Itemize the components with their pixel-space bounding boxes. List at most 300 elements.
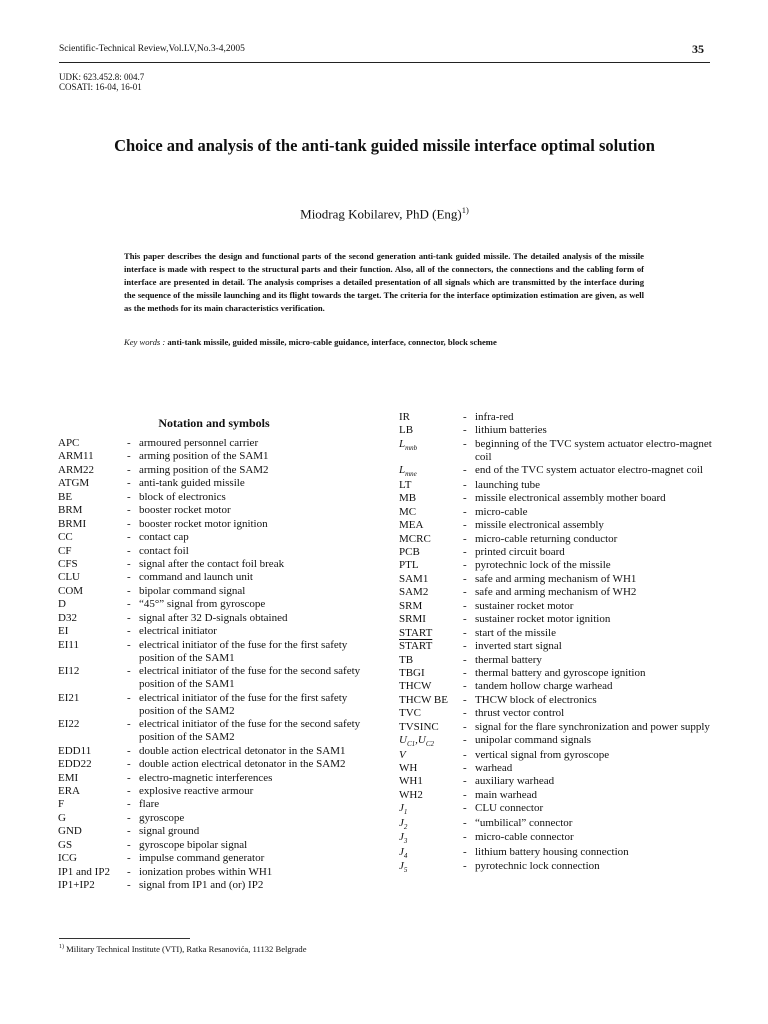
notation-dash: - xyxy=(127,598,131,611)
notation-entry xyxy=(399,438,719,464)
notation-entry xyxy=(58,785,378,798)
notation-definition: booster rocket motor ignition xyxy=(139,517,268,530)
notation-term xyxy=(58,491,127,504)
notation-definition: “45°” signal from gyroscope xyxy=(139,598,266,611)
notation-entry xyxy=(399,464,719,478)
udk-code: UDK: 623.452.8: 004.7 xyxy=(59,72,145,82)
notation-entry xyxy=(58,545,378,558)
notation-dash: - xyxy=(127,450,131,463)
notation-dash: - xyxy=(463,680,467,693)
notation-definition: gyroscope xyxy=(139,811,185,824)
notation-term-text: THCW xyxy=(399,680,432,693)
notation-dash: - xyxy=(463,775,467,788)
notation-entry xyxy=(399,613,719,626)
notation-dash: - xyxy=(463,478,467,491)
journal-header: Scientific-Technical Review,Vol.LV,No.3-4,2005 xyxy=(59,44,245,54)
notation-term-text: ATGM xyxy=(58,477,90,490)
notation-dash: - xyxy=(127,838,131,851)
notation-dash: - xyxy=(463,748,467,761)
notation-entry xyxy=(58,758,378,771)
notation-definition: tandem hollow charge warhead xyxy=(475,680,613,693)
notation-term-text: MC xyxy=(399,505,417,518)
notation-entry xyxy=(399,600,719,613)
notation-dash: - xyxy=(463,693,467,706)
notation-dash: - xyxy=(463,411,467,423)
notation-entry xyxy=(399,586,719,599)
notation-entry xyxy=(399,492,719,505)
notation-entry xyxy=(399,533,719,546)
notation-term xyxy=(399,831,463,845)
notation-entry xyxy=(58,665,378,691)
notation-definition: infra-red xyxy=(475,411,514,423)
notation-entry xyxy=(58,437,378,450)
notation-entry xyxy=(58,625,378,638)
notation-term-text: WH2 xyxy=(399,788,423,801)
notation-term-text: MB xyxy=(399,492,417,505)
notation-term xyxy=(399,613,463,626)
notation-dash: - xyxy=(463,437,467,450)
notation-definition: signal for the flare synchronization and power supply xyxy=(475,720,710,733)
notation-dash: - xyxy=(127,718,131,731)
page-number: 35 xyxy=(692,42,704,56)
notation-dash: - xyxy=(463,845,467,858)
notation-entry xyxy=(58,639,378,665)
notation-term-text: SAM2 xyxy=(399,586,429,599)
notation-definition: signal after 32 D-signals obtained xyxy=(139,611,288,624)
notation-term-text: SRM xyxy=(399,599,423,612)
notation-term xyxy=(399,749,463,762)
notation-entry xyxy=(399,817,719,831)
notation-term xyxy=(58,450,127,463)
notation-term-text: SAM1 xyxy=(399,572,429,585)
notation-term-text: TB xyxy=(399,653,414,666)
notation-term-text: G xyxy=(58,811,66,824)
notation-dash: - xyxy=(463,586,467,599)
notation-term-text: EI11 xyxy=(58,638,79,651)
notation-dash: - xyxy=(127,625,131,638)
notation-definition: electrical initiator xyxy=(139,625,217,638)
notation-term-subscript: mne xyxy=(405,470,417,479)
notation-definition: impulse command generator xyxy=(139,852,265,865)
notation-entry xyxy=(399,721,719,734)
notation-term-text: TVC xyxy=(399,707,421,720)
notation-dash: - xyxy=(127,437,131,449)
notation-definition: booster rocket motor xyxy=(139,504,231,517)
notation-definition: inverted start signal xyxy=(475,640,562,653)
notation-term-subscript: 2 xyxy=(403,822,408,831)
notation-definition: contact cap xyxy=(139,531,189,544)
notation-term-text: ICG xyxy=(58,852,77,865)
footnote-rule xyxy=(59,938,190,939)
notation-entry xyxy=(399,749,719,762)
notation-definition: arming position of the SAM1 xyxy=(139,450,269,463)
notation-term xyxy=(58,839,127,852)
notation-term-text: SRMI xyxy=(399,613,426,626)
notation-definition: auxiliary warhead xyxy=(475,775,555,788)
footnote-text: Military Technical Institute (VTI), Ratka Resanovića, 11132 Belgrade xyxy=(66,944,307,954)
notation-entry xyxy=(399,506,719,519)
notation-term xyxy=(399,640,463,653)
notation-term xyxy=(399,546,463,559)
notation-term xyxy=(58,852,127,865)
notation-term xyxy=(399,707,463,720)
notation-dash: - xyxy=(463,626,467,639)
notation-entry xyxy=(58,879,378,892)
notation-dash: - xyxy=(463,613,467,626)
notation-term-subscript: 4 xyxy=(403,851,408,860)
notation-term xyxy=(399,411,463,424)
notation-term xyxy=(58,558,127,571)
notation-dash: - xyxy=(127,557,131,570)
notation-term-text: BE xyxy=(58,490,73,503)
notation-term xyxy=(58,545,127,558)
notation-term xyxy=(399,533,463,546)
notation-term xyxy=(58,879,127,892)
notation-entry xyxy=(58,585,378,598)
notation-term-text: LT xyxy=(399,478,412,491)
notation-term xyxy=(58,518,127,531)
notation-definition: unipolar command signals xyxy=(475,734,592,747)
notation-term xyxy=(399,506,463,519)
notation-dash: - xyxy=(127,879,131,892)
notation-dash: - xyxy=(463,734,467,747)
notation-term-text: IR xyxy=(399,411,410,423)
notation-entry xyxy=(58,825,378,838)
notation-entry xyxy=(58,839,378,852)
notation-term xyxy=(399,438,463,464)
notation-definition: contact foil xyxy=(139,544,189,557)
notation-dash: - xyxy=(463,860,467,873)
notation-term xyxy=(58,758,127,771)
notation-entry xyxy=(58,464,378,477)
notation-definition: missile electronical assembly xyxy=(475,519,604,532)
notation-term-text: J xyxy=(399,802,404,815)
notation-dash: - xyxy=(127,825,131,838)
notation-definition: lithium batteries xyxy=(475,424,547,437)
notation-entry xyxy=(58,531,378,544)
notation-definition: THCW block of electronics xyxy=(475,693,597,706)
notation-dash: - xyxy=(127,490,131,503)
notation-entry xyxy=(58,852,378,865)
notation-entry xyxy=(399,627,719,640)
notation-dash: - xyxy=(463,653,467,666)
notation-term xyxy=(399,492,463,505)
notation-entry xyxy=(58,798,378,811)
notation-definition: lithium battery housing connection xyxy=(475,845,629,858)
notation-term-text: D32 xyxy=(58,611,77,624)
notation-dash: - xyxy=(463,640,467,653)
notation-term-text: IP1+IP2 xyxy=(58,879,95,892)
notation-term xyxy=(58,665,127,691)
notation-term-text: J xyxy=(399,816,404,829)
notation-term-text: J xyxy=(399,860,404,873)
notation-definition: electrical initiator of the fuse for the first safety position of the SAM2 xyxy=(139,691,348,717)
notation-definition: double action electrical detonator in the SAM1 xyxy=(139,744,346,757)
notation-entry xyxy=(399,802,719,816)
notation-term-text: EI21 xyxy=(58,691,80,704)
notation-dash: - xyxy=(463,519,467,532)
notation-dash: - xyxy=(463,464,467,477)
notation-definition: explosive reactive armour xyxy=(139,785,254,797)
notation-term-text: APC xyxy=(58,437,80,449)
notation-definition: start of the missile xyxy=(475,626,556,639)
notation-entry xyxy=(399,734,719,748)
notation-entry xyxy=(399,640,719,653)
notation-dash: - xyxy=(127,811,131,824)
notation-term-text: EI xyxy=(58,625,69,638)
notation-term-text: EI12 xyxy=(58,665,80,678)
notation-dash: - xyxy=(127,638,131,651)
notation-term xyxy=(58,585,127,598)
notation-dash: - xyxy=(127,477,131,490)
classification-codes xyxy=(59,72,144,92)
notation-dash: - xyxy=(463,666,467,679)
notation-dash: - xyxy=(127,798,131,811)
notation-entry xyxy=(399,479,719,492)
notation-term-text: EDD11 xyxy=(58,744,92,757)
notation-term xyxy=(58,825,127,838)
notation-definition: ionization probes within WH1 xyxy=(139,865,273,878)
notation-definition: sustainer rocket motor ignition xyxy=(475,613,611,626)
notation-entry xyxy=(58,598,378,611)
notation-definition: sustainer rocket motor xyxy=(475,599,574,612)
notation-term xyxy=(58,745,127,758)
notation-entry xyxy=(58,504,378,517)
notation-term xyxy=(58,504,127,517)
notation-entry xyxy=(58,450,378,463)
notation-entry xyxy=(58,718,378,744)
header-rule xyxy=(59,62,710,63)
notation-dash: - xyxy=(463,559,467,572)
notation-definition: bipolar command signal xyxy=(139,584,246,597)
notation-term-text: V xyxy=(399,748,406,761)
notation-term xyxy=(399,846,463,860)
notation-definition: block of electronics xyxy=(139,490,226,503)
notation-list-right xyxy=(399,411,719,875)
notation-term-text: L xyxy=(399,437,406,450)
notation-entry xyxy=(399,573,719,586)
notation-term xyxy=(58,477,127,490)
notation-entry xyxy=(399,546,719,559)
notation-dash: - xyxy=(463,572,467,585)
notation-definition: beginning of the TVC system actuator electro-magnet coil xyxy=(475,437,712,463)
notation-term xyxy=(399,680,463,693)
notation-entry xyxy=(399,559,719,572)
notation-term-text: GS xyxy=(58,838,73,851)
notation-term-text: TBGI xyxy=(399,666,425,679)
notation-definition: flare xyxy=(139,798,160,811)
notation-dash: - xyxy=(463,720,467,733)
notation-definition: CLU connector xyxy=(475,802,544,815)
notation-term-text: MCRC xyxy=(399,532,431,545)
notation-definition: signal ground xyxy=(139,825,200,838)
notation-term xyxy=(399,654,463,667)
notation-term xyxy=(58,464,127,477)
notation-term-text: TVSINC xyxy=(399,720,439,733)
author-line xyxy=(59,205,710,222)
notation-term-text: START xyxy=(399,626,433,639)
notation-term-text: THCW BE xyxy=(399,693,448,706)
notation-term xyxy=(399,479,463,492)
keywords-text: anti-tank missile, guided missile, micro-cable guidance, interface, connector, block scheme xyxy=(167,337,497,347)
notation-entry xyxy=(58,866,378,879)
notation-entry xyxy=(399,775,719,788)
notation-term xyxy=(58,598,127,611)
notation-term xyxy=(58,692,127,718)
abstract: This paper describes the design and functional parts of the second generation anti-tank guided missile. The detailed analysis of the missile interface is made with respect to the structural parts and their function. Also, all of the connectors, the connections and the cabling form of interface are presented in detail. The analysis comprises a detailed presentation of all signals which are transmitted by the interface during the sequence of the missile launching and its flight towards the target. The criteria for the interface optimization estimation are given, as well as the methods for its main characteristics verification. xyxy=(124,251,644,313)
notation-term-text: ,U xyxy=(415,734,426,747)
notation-term xyxy=(399,817,463,831)
notation-definition: printed circuit board xyxy=(475,546,565,559)
notation-term-text: MEA xyxy=(399,519,424,532)
notation-definition: micro-cable connector xyxy=(475,831,574,844)
notation-term xyxy=(399,860,463,874)
notation-term-text: WH xyxy=(399,762,418,775)
notation-dash: - xyxy=(127,463,131,476)
cosati-code: COSATI: 16-04, 16-01 xyxy=(59,82,142,92)
notation-term-text: ERA xyxy=(58,785,80,797)
notation-dash: - xyxy=(127,852,131,865)
notation-term xyxy=(399,586,463,599)
notation-term xyxy=(399,600,463,613)
notation-definition: safe and arming mechanism of WH2 xyxy=(475,586,637,599)
notation-dash: - xyxy=(127,691,131,704)
notation-dash: - xyxy=(127,758,131,771)
notation-entry xyxy=(399,831,719,845)
notation-entry xyxy=(58,571,378,584)
notation-definition: launching tube xyxy=(475,478,541,491)
notation-term xyxy=(399,762,463,775)
notation-dash: - xyxy=(463,788,467,801)
notation-title: Notation and symbols xyxy=(158,416,270,430)
notation-dash: - xyxy=(463,505,467,518)
notation-term xyxy=(58,612,127,625)
notation-entry xyxy=(58,518,378,531)
notation-term-text: BRM xyxy=(58,504,83,517)
notation-term-text: IP1 and IP2 xyxy=(58,865,110,878)
notation-term xyxy=(399,789,463,802)
notation-term-text: CFS xyxy=(58,557,78,570)
notation-term-text: CC xyxy=(58,531,73,544)
notation-definition: double action electrical detonator in the SAM2 xyxy=(139,758,346,771)
notation-term xyxy=(58,798,127,811)
notation-term-text: L xyxy=(399,464,406,477)
notation-definition: micro-cable xyxy=(475,505,528,518)
notation-dash: - xyxy=(127,665,131,678)
notation-definition: electrical initiator of the fuse for the second safety position of the SAM1 xyxy=(139,665,361,691)
notation-term-text: WH1 xyxy=(399,775,423,788)
notation-term xyxy=(399,775,463,788)
notation-entry xyxy=(399,762,719,775)
notation-term-text: ARM22 xyxy=(58,463,95,476)
notation-dash: - xyxy=(463,599,467,612)
notation-definition: safe and arming mechanism of WH1 xyxy=(475,572,637,585)
notation-term-subscript: C2 xyxy=(425,740,434,749)
notation-definition: thermal battery xyxy=(475,653,542,666)
notation-term-text: U xyxy=(399,734,407,747)
notation-term-text: COM xyxy=(58,584,84,597)
notation-definition: end of the TVC system actuator electro-magnet coil xyxy=(475,464,703,477)
notation-definition: signal from IP1 and (or) IP2 xyxy=(139,879,264,892)
notation-term-text: PTL xyxy=(399,559,419,572)
notation-term xyxy=(399,721,463,734)
notation-definition: electrical initiator of the fuse for the first safety position of the SAM1 xyxy=(139,638,348,664)
notation-term xyxy=(58,571,127,584)
notation-dash: - xyxy=(463,762,467,775)
notation-entry xyxy=(399,846,719,860)
notation-dash: - xyxy=(463,831,467,844)
author-name: Miodrag Kobilarev, PhD (Eng) xyxy=(300,206,462,222)
notation-entry xyxy=(58,812,378,825)
notation-term xyxy=(399,694,463,707)
notation-definition: warhead xyxy=(475,762,513,775)
notation-term-text: PCB xyxy=(399,546,420,559)
notation-dash: - xyxy=(127,571,131,584)
notation-dash: - xyxy=(127,785,131,797)
notation-term-text: D xyxy=(58,598,66,611)
notation-entry xyxy=(399,424,719,437)
notation-entry xyxy=(58,612,378,625)
notation-definition: thrust vector control xyxy=(475,707,565,720)
footnote xyxy=(59,944,307,954)
notation-definition: main warhead xyxy=(475,788,537,801)
notation-term xyxy=(399,734,463,748)
notation-entry xyxy=(399,694,719,707)
notation-term xyxy=(399,464,463,478)
notation-dash: - xyxy=(127,517,131,530)
notation-dash: - xyxy=(127,771,131,784)
notation-term-subscript: 3 xyxy=(403,837,408,846)
notation-dash: - xyxy=(463,424,467,437)
notation-definition: “umbilical” connector xyxy=(475,816,573,829)
notation-term-subscript: C1 xyxy=(406,740,416,749)
notation-term-text: ARM11 xyxy=(58,450,94,463)
notation-definition: micro-cable returning conductor xyxy=(475,532,618,545)
notation-definition: missile electronical assembly mother board xyxy=(475,492,666,505)
notation-definition: anti-tank guided missile xyxy=(139,477,245,490)
notation-definition: thermal battery and gyroscope ignition xyxy=(475,666,646,679)
notation-dash: - xyxy=(463,532,467,545)
notation-term-text: CF xyxy=(58,544,72,557)
notation-term xyxy=(399,573,463,586)
notation-term-subscript: 5 xyxy=(403,866,408,875)
notation-definition: signal after the contact foil break xyxy=(139,557,285,570)
notation-term-text: EMI xyxy=(58,771,79,784)
notation-definition: command and launch unit xyxy=(139,571,253,584)
notation-dash: - xyxy=(127,611,131,624)
notation-term-text: EI22 xyxy=(58,718,80,731)
notation-entry xyxy=(58,692,378,718)
notation-dash: - xyxy=(127,865,131,878)
notation-term xyxy=(399,559,463,572)
notation-list-left xyxy=(58,437,378,893)
notation-term xyxy=(58,531,127,544)
notation-dash: - xyxy=(127,531,131,544)
notation-term xyxy=(58,437,127,450)
notation-dash: - xyxy=(463,492,467,505)
notation-term xyxy=(399,667,463,680)
notation-term xyxy=(58,639,127,665)
keywords-label: Key words : xyxy=(124,337,166,347)
notation-entry xyxy=(399,519,719,532)
notation-definition: vertical signal from gyroscope xyxy=(475,748,610,761)
notation-entry xyxy=(58,477,378,490)
notation-definition: armoured personnel carrier xyxy=(139,437,259,449)
notation-term xyxy=(58,772,127,785)
notation-dash: - xyxy=(463,707,467,720)
paper-title: Choice and analysis of the anti-tank guided missile interface optimal solution xyxy=(114,136,655,155)
notation-entry xyxy=(399,860,719,874)
